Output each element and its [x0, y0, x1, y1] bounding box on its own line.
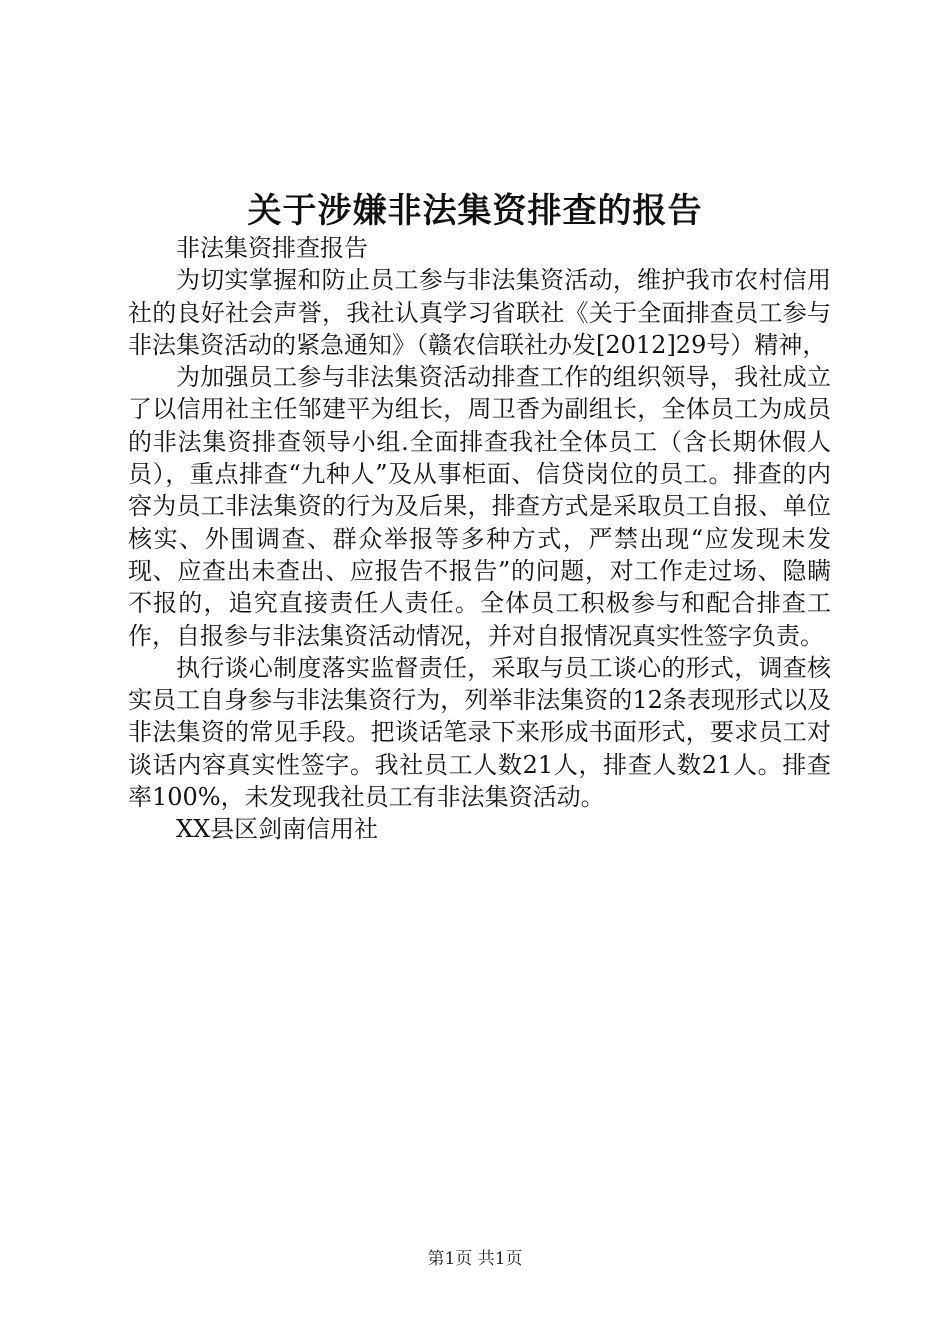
paragraph-execution: 执行谈心制度落实监督责任，采取与员工谈心的形式，调查核实员工自身参与非法集资行为，列举非法集资的12条表现形式以及非法集资的常见手段。把谈话笔录下来形成书面形式，要求员工对谈话内容真实性签字。我社员工人数21人，排查人数21人。排查率100%，未发现我社员工有非法集资活动。	[128, 653, 831, 812]
page-footer: 第1页 共1页	[427, 1249, 523, 1269]
document-body	[128, 232, 831, 846]
paragraph-organization: 为加强员工参与非法集资活动排查工作的组织领导，我社成立了以信用社主任邹建平为组长，周卫香为副组长，全体员工为成员的非法集资排查领导小组.全面排查我社全体员工（含长期休假人员），重点排查“九种人”及从事柜面、信贷岗位的员工。排查的内容为员工非法集资的行为及后果，排查方式是采取员工自报、单位核实、外围调查、群众举报等多种方式，严禁出现“应发现未发现、应查出未查出、应报告不报告”的问题，对工作走过场、隐瞒不报的，追究直接责任人责任。全体员工积极参与和配合排查工作，自报参与非法集资活动情况，并对自报情况真实性签字负责。	[128, 363, 831, 650]
document-title: 关于涉嫌非法集资排查的报告	[247, 191, 703, 231]
paragraph-purpose: 为切实掌握和防止员工参与非法集资活动，维护我市农村信用社的良好社会声誉，我社认真学习省联社《关于全面排查员工参与非法集资活动的紧急通知》（赣农信联社办发[2012]29号）精神，	[128, 266, 831, 359]
paragraph-subtitle: 非法集资排查报告	[176, 234, 368, 262]
paragraph-signature: XX县区剑南信用社	[176, 815, 379, 844]
